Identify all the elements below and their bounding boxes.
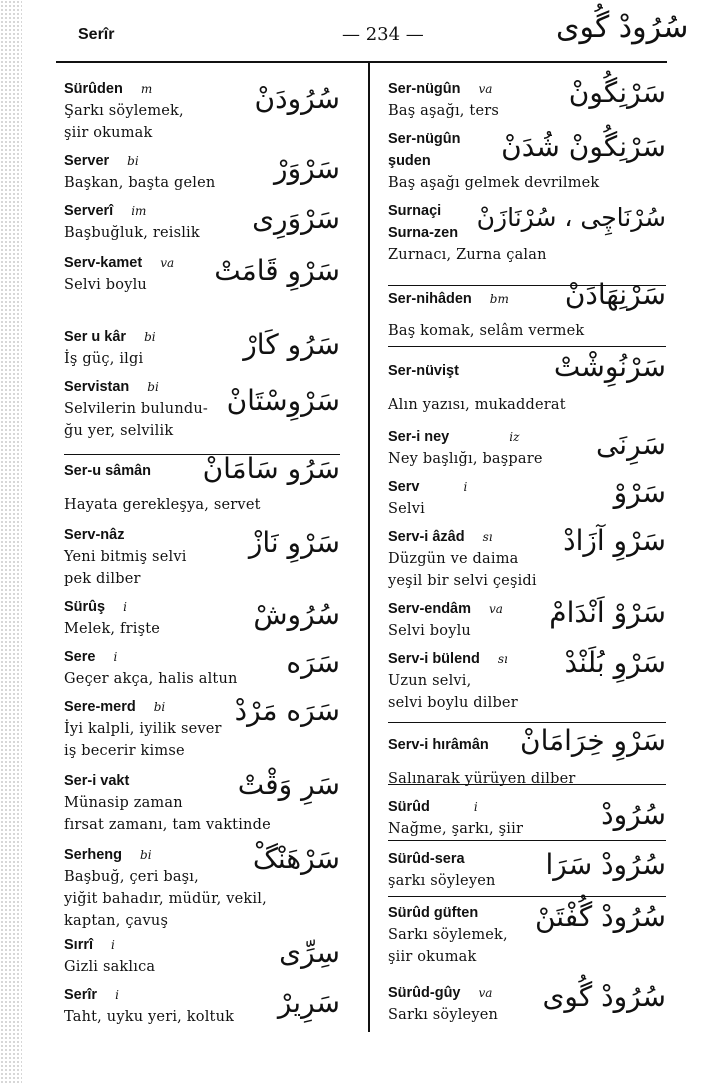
dictionary-entry bbox=[64, 844, 340, 932]
dictionary-entry bbox=[388, 902, 666, 968]
entry-arabic: سَرْوِ نَازْ bbox=[248, 526, 340, 559]
entry-definition: Başbuğ, çeri başı, bbox=[64, 869, 199, 885]
entry-definition: Baş aşağı, ters bbox=[388, 103, 499, 119]
entry-headword: Ser u kâr bbox=[64, 329, 127, 345]
entry-arabic: سَرْنُوِشْتْ bbox=[553, 350, 666, 383]
entry-arabic: سَرْنِهَادَنْ bbox=[564, 278, 666, 311]
entry-abbreviation: iz bbox=[509, 430, 520, 444]
entry-headword: Sırrî bbox=[64, 937, 94, 953]
entry-definition: Yeni bitmiş selvi bbox=[64, 549, 187, 565]
entry-arabic: سَرِنَی bbox=[595, 428, 666, 461]
entry-arabic: سَرَه مَرْدْ bbox=[234, 694, 340, 727]
entry-definition: Nağme, şarkı, şiir bbox=[388, 821, 524, 837]
entry-definition: Alın yazısı, mukadderat bbox=[388, 397, 566, 413]
entry-definition: Sarkı söyleyen bbox=[388, 1007, 499, 1023]
entry-headword: Serîr bbox=[64, 987, 98, 1003]
entry-headword: Ser-i vakt bbox=[64, 773, 130, 789]
entry-definition: Başkan, başta gelen bbox=[64, 175, 216, 191]
entry-arabic: سَرْنِگُونْ شُدَنْ bbox=[501, 130, 666, 163]
entry-arabic: سَرْوِ قَامَتْ bbox=[214, 254, 340, 287]
entry-abbreviation: i bbox=[473, 800, 478, 814]
entry-separator bbox=[388, 896, 666, 897]
column-divider bbox=[368, 62, 370, 1032]
entry-abbreviation: i bbox=[115, 988, 119, 1002]
entry-definition: Salınarak yürüyen dilber bbox=[388, 771, 576, 787]
entry-headword-cont: şuden bbox=[388, 153, 431, 169]
entry-arabic: سَرَه bbox=[286, 646, 340, 679]
entry-abbreviation: m bbox=[140, 82, 153, 96]
header-arabic-guide-word: سُرُودْ گُوی bbox=[556, 10, 689, 45]
entry-arabic: سُرُودَنْ bbox=[254, 82, 340, 115]
entry-abbreviation: im bbox=[131, 204, 147, 218]
entry-definition: Geçer akça, halis altun bbox=[64, 671, 238, 687]
entry-arabic: سُرُودْ bbox=[601, 798, 666, 831]
entry-arabic: سُرُودْ گُفْتَنْ bbox=[534, 900, 666, 933]
entry-arabic: سُرْنَاچِی ، سُرْنَازَنْ bbox=[476, 203, 666, 232]
entry-headword: Serv-i bülend bbox=[388, 651, 480, 667]
entry-headword: Ser-i ney bbox=[388, 429, 450, 445]
entry-arabic: سَرْوِسْتَانْ bbox=[226, 384, 340, 417]
entry-definition: yiğit bahadır, müdür, vekil, bbox=[64, 891, 267, 907]
entry-headword: Ser-nügûn bbox=[388, 131, 461, 147]
entry-abbreviation: i bbox=[463, 480, 468, 494]
entry-definition: Sarkı söylemek, bbox=[388, 927, 508, 943]
entry-headword: Sürûd-sera bbox=[388, 851, 465, 867]
header-guide-word: Serîr bbox=[78, 26, 115, 43]
entry-arabic: سَرْوَرْ bbox=[274, 152, 340, 185]
entry-definition: İyi kalpli, iyilik sever bbox=[64, 721, 222, 737]
page-number: — 234 — bbox=[342, 24, 424, 45]
entry-abbreviation: va bbox=[160, 256, 175, 270]
entry-abbreviation: va bbox=[478, 82, 493, 96]
entry-definition: Melek, frişte bbox=[64, 621, 161, 637]
dictionary-entry bbox=[64, 596, 340, 640]
entry-arabic: سُرُودْ سَرَا bbox=[545, 848, 666, 881]
entry-definition: Selvi boylu bbox=[64, 277, 147, 293]
entry-definition: iş becerir kimse bbox=[64, 743, 185, 759]
dictionary-entry bbox=[388, 598, 666, 642]
entry-headword: Sere bbox=[64, 649, 96, 665]
dictionary-entry bbox=[64, 696, 340, 762]
entry-headword: Serheng bbox=[64, 847, 123, 863]
entry-separator bbox=[388, 840, 666, 841]
entry-abbreviation: sı bbox=[482, 530, 493, 544]
entry-arabic: سَرُو سَامَانْ bbox=[202, 452, 340, 485]
dictionary-entry bbox=[388, 426, 666, 470]
entry-headword: Servistan bbox=[64, 379, 130, 395]
entry-headword: Serv-nâz bbox=[64, 527, 125, 543]
entry-definition: şiir okumak bbox=[388, 949, 477, 965]
entry-headword-cont: Surna-zen bbox=[388, 225, 459, 241]
entry-abbreviation: bi bbox=[127, 154, 139, 168]
dictionary-entry bbox=[388, 78, 666, 122]
entry-definition: Zurnacı, Zurna çalan bbox=[388, 247, 547, 263]
entry-arabic: سَرِ وَقْتْ bbox=[237, 768, 340, 801]
entry-definition: fırsat zamanı, tam vaktinde bbox=[64, 817, 271, 833]
entry-abbreviation: bi bbox=[147, 380, 159, 394]
dictionary-entry bbox=[388, 128, 666, 194]
entry-headword: Sere-merd bbox=[64, 699, 136, 715]
dictionary-entry bbox=[388, 200, 666, 266]
entry-definition: İş güç, ilgi bbox=[64, 351, 144, 367]
dictionary-entry bbox=[388, 848, 666, 892]
entry-headword: Sürûş bbox=[64, 599, 106, 615]
dictionary-entry bbox=[64, 200, 340, 244]
dictionary-entry bbox=[388, 796, 666, 840]
entry-headword: Sürûd bbox=[388, 799, 430, 815]
entry-separator bbox=[388, 722, 666, 723]
entry-definition: pek dilber bbox=[64, 571, 141, 587]
dictionary-entry bbox=[388, 350, 666, 416]
entry-definition: Selvi boylu bbox=[388, 623, 471, 639]
entry-arabic: سُرُوشْ bbox=[253, 598, 340, 631]
dictionary-entry bbox=[388, 648, 666, 714]
entry-definition: ğu yer, selvilik bbox=[64, 423, 174, 439]
entry-headword: Sürûd güften bbox=[388, 905, 479, 921]
entry-abbreviation: bi bbox=[153, 700, 166, 714]
dictionary-entry bbox=[64, 252, 340, 296]
entry-arabic: سَرْوْ bbox=[613, 476, 666, 509]
dictionary-entry bbox=[388, 982, 666, 1026]
entry-abbreviation: va bbox=[489, 602, 503, 616]
entry-definition: Münasip zaman bbox=[64, 795, 183, 811]
entry-headword: Server bbox=[64, 153, 110, 169]
entry-headword: Serverî bbox=[64, 203, 114, 219]
entry-definition: Baş aşağı gelmek devrilmek bbox=[388, 175, 600, 191]
entry-abbreviation: va bbox=[478, 986, 493, 1000]
entry-headword: Ser-nüvişt bbox=[388, 363, 459, 379]
entry-headword: Serv-i âzâd bbox=[388, 529, 465, 545]
entry-headword: Sürûd-gûy bbox=[388, 985, 461, 1001]
entry-headword: Serv bbox=[388, 479, 420, 495]
entry-arabic: سَرْهَنْگْ bbox=[252, 842, 340, 875]
entry-definition: Ney başlığı, başpare bbox=[388, 451, 543, 467]
entry-abbreviation: i bbox=[113, 650, 118, 664]
entry-definition: kaptan, çavuş bbox=[64, 913, 169, 929]
dictionary-entry bbox=[64, 934, 340, 978]
entry-definition: şarkı söyleyen bbox=[388, 873, 496, 889]
entry-headword: Serv-i hırâmân bbox=[388, 737, 489, 753]
entry-definition: şiir okumak bbox=[64, 125, 153, 141]
entry-definition: Şarkı söylemek, bbox=[64, 103, 184, 119]
entry-definition: Baş komak, selâm vermek bbox=[388, 323, 585, 339]
entry-definition: yeşil bir selvi çeşidi bbox=[388, 573, 537, 589]
entry-arabic: سَرْنِگُونْ bbox=[568, 76, 666, 109]
dictionary-entry bbox=[64, 984, 340, 1028]
entry-arabic: سَرْوَرِی bbox=[252, 202, 340, 235]
entry-arabic: سِرِّی bbox=[279, 936, 340, 969]
entry-arabic: سُرُودْ گُوی bbox=[542, 980, 666, 1013]
dictionary-entry bbox=[64, 78, 340, 144]
entry-headword: Serv-endâm bbox=[388, 601, 472, 617]
entry-definition: Taht, uyku yeri, koltuk bbox=[64, 1009, 235, 1025]
dictionary-entry bbox=[388, 278, 666, 342]
entry-headword: Ser-nihâden bbox=[388, 291, 472, 307]
entry-arabic: سَرْوِ خِرَامَانْ bbox=[520, 724, 666, 757]
entry-arabic: سَرْوِ آزَادْ bbox=[563, 524, 666, 557]
dictionary-entry bbox=[64, 326, 340, 370]
entry-arabic: سَرْوْ اَنْدَامْ bbox=[549, 596, 666, 629]
entry-abbreviation: bi bbox=[144, 330, 156, 344]
entry-abbreviation: bm bbox=[489, 292, 509, 306]
entry-definition: Başbuğluk, reislik bbox=[64, 225, 200, 241]
entry-arabic: سَرُو كَارْ bbox=[243, 328, 340, 361]
entry-definition: Selvilerin bulundu- bbox=[64, 401, 208, 417]
entry-headword: Ser-u sâmân bbox=[64, 463, 152, 479]
dictionary-entry bbox=[388, 526, 666, 592]
entry-abbreviation: i bbox=[111, 938, 115, 952]
dictionary-entry bbox=[64, 150, 340, 194]
entry-abbreviation: bi bbox=[140, 848, 152, 862]
dictionary-entry bbox=[388, 724, 666, 790]
dictionary-entry bbox=[64, 770, 340, 836]
entry-arabic: سَرْوِ بُلَنْدْ bbox=[564, 646, 666, 679]
entry-arabic: سَرِيرْ bbox=[277, 986, 340, 1019]
entry-separator bbox=[388, 346, 666, 347]
dictionary-entry bbox=[64, 376, 340, 442]
dictionary-entry bbox=[64, 524, 340, 590]
page-edge-texture bbox=[0, 0, 22, 1083]
entry-headword: Sürûden bbox=[64, 81, 123, 97]
entry-headword: Surnaçi bbox=[388, 203, 442, 219]
entry-definition: Düzgün ve daima bbox=[388, 551, 519, 567]
dictionary-entry bbox=[64, 452, 340, 516]
dictionary-entry bbox=[388, 476, 666, 520]
entry-definition: Uzun selvi, bbox=[388, 673, 472, 689]
header-rule bbox=[56, 61, 667, 63]
dictionary-entry bbox=[64, 646, 340, 690]
entry-abbreviation: sı bbox=[497, 652, 508, 666]
entry-definition: Hayata gerekleşya, servet bbox=[64, 497, 261, 513]
entry-definition: Selvi bbox=[388, 501, 425, 517]
entry-abbreviation: i bbox=[123, 600, 127, 614]
entry-headword: Ser-nügûn bbox=[388, 81, 461, 97]
entry-definition: Gizli saklıca bbox=[64, 959, 156, 975]
entry-definition: selvi boylu dilber bbox=[388, 695, 518, 711]
entry-headword: Serv-kamet bbox=[64, 255, 143, 271]
